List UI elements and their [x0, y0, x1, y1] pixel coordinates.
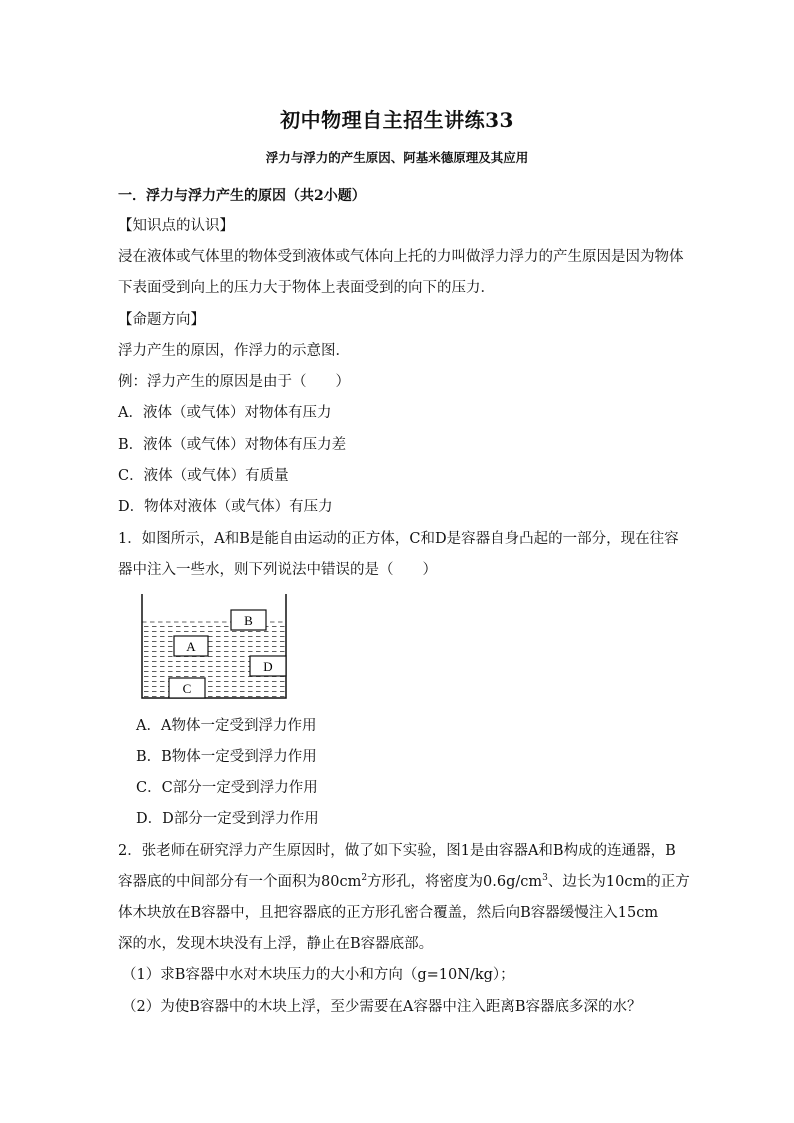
question-1-stem: 1．如图所示，A和B是能自由运动的正方体，C和D是容器自身凸起的一部分，现在往容	[118, 531, 679, 547]
knowledge-heading: 【知识点的认识】	[118, 218, 234, 234]
block-b	[231, 610, 266, 630]
question-2-stem: 容器底的中间部分有一个面积为$80cm^2$方形孔，将密度为$0.6g/cm^3$、边长为10cm的正方	[118, 873, 690, 890]
example-stem: 例：浮力产生的原因是由于（ ）	[118, 374, 350, 390]
question-1-stem: 器中注入一些水，则下列说法中错误的是（ ）	[118, 562, 437, 578]
question-2-sub-2: （2）为使B容器中的木块上浮，至少需要在A容器中注入距离B容器底多深的水？	[122, 999, 642, 1015]
question-2-stem: 2．张老师在研究浮力产生原因时，做了如下实验，图1是由容器A和B构成的连通器，B	[118, 843, 676, 859]
block-a	[174, 636, 208, 656]
question-2-stem: 深的水，发现木块没有上浮，静止在B容器底部。	[118, 936, 434, 952]
part-d	[250, 656, 286, 676]
question-1-option: C．C部分一定受到浮力作用	[136, 780, 318, 796]
part-c-label: C	[182, 681, 192, 696]
example-option: D．物体对液体（或气体）有压力	[118, 499, 333, 515]
question-1-option: D．D部分一定受到浮力作用	[136, 811, 319, 827]
example-option: A．液体（或气体）对物体有压力	[118, 405, 332, 421]
page-subtitle: 浮力与浮力的产生原因、阿基米德原理及其应用	[265, 150, 529, 165]
question-2-stem: 体木块放在B容器中，且把容器底的正方形孔密合覆盖，然后向B容器缓慢注入15cm	[118, 905, 659, 921]
direction-text: 浮力产生的原因，作浮力的示意图．	[118, 343, 350, 359]
knowledge-text: 浸在液体或气体里的物体受到液体或气体向上托的力叫做浮力浮力的产生原因是因为物体	[118, 249, 684, 265]
knowledge-text: 下表面受到向上的压力大于物体上表面受到的向下的压力．	[118, 280, 495, 296]
question-1-option: A．A物体一定受到浮力作用	[136, 718, 317, 734]
question-2-sub-1: （1）求B容器中水对木块压力的大小和方向（g=10N/kg）；	[122, 967, 515, 983]
example-option: B．液体（或气体）对物体有压力差	[118, 437, 347, 453]
question-1-option: B．B物体一定受到浮力作用	[136, 749, 317, 765]
part-c	[169, 678, 205, 698]
part-d-label: D	[263, 659, 273, 674]
block-b-label: B	[244, 613, 253, 628]
example-option: C．液体（或气体）有质量	[118, 468, 289, 484]
container-figure	[136, 594, 296, 706]
page-title: 初中物理自主招生讲练33	[280, 108, 514, 132]
direction-heading: 【命题方向】	[118, 312, 205, 328]
block-a-label: A	[186, 639, 196, 654]
section-heading: 一．浮力与浮力产生的原因（共2小题）	[118, 188, 366, 204]
